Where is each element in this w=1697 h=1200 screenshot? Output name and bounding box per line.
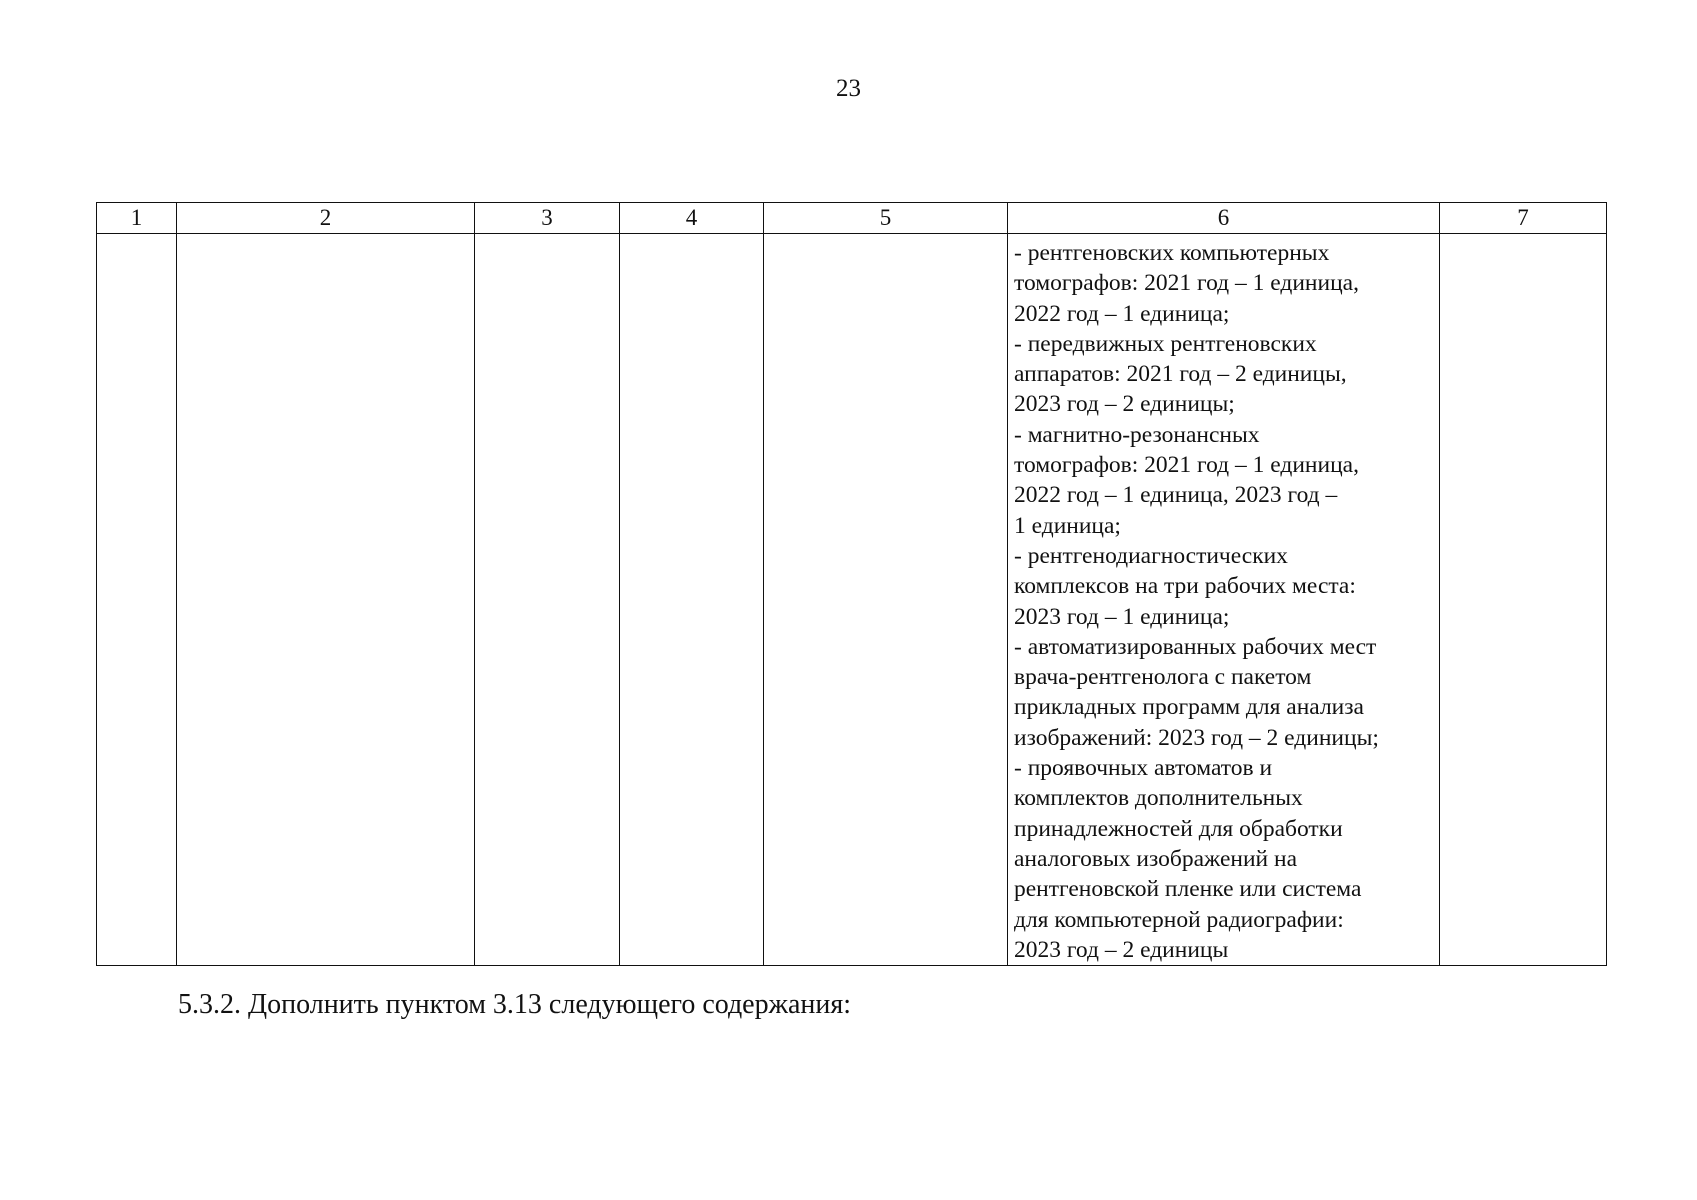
equipment-line: врача-рентгенолога с пакетом xyxy=(1014,664,1312,691)
equipment-line: рентгеновской пленке или система xyxy=(1014,876,1362,903)
equipment-line: аппаратов: 2021 год – 2 единицы, xyxy=(1014,361,1347,388)
equipment-list xyxy=(1008,234,1439,965)
equipment-line: томографов: 2021 год – 1 единица, xyxy=(1014,452,1359,479)
amendment-table xyxy=(96,202,1607,966)
table-cell-col2 xyxy=(177,234,475,966)
page-number: 23 xyxy=(836,75,861,102)
equipment-line: - автоматизированных рабочих мест xyxy=(1014,633,1377,660)
equipment-line: аналоговых изображений на xyxy=(1014,845,1298,872)
equipment-line: для компьютерной радиографии: xyxy=(1014,906,1344,933)
table-header-row xyxy=(97,203,1607,234)
equipment-line: 2023 год – 2 единицы xyxy=(1014,936,1229,963)
column-header: 2 xyxy=(177,203,475,234)
table-row xyxy=(97,234,1607,966)
table-cell-col1 xyxy=(97,234,177,966)
column-header: 5 xyxy=(764,203,1008,234)
equipment-line: - рентгенодиагностических xyxy=(1014,542,1288,569)
equipment-line: принадлежностей для обработки xyxy=(1014,815,1343,842)
equipment-line: изображений: 2023 год – 2 единицы; xyxy=(1014,724,1379,751)
equipment-line: 1 единица; xyxy=(1014,512,1121,539)
column-header: 3 xyxy=(475,203,620,234)
column-header: 7 xyxy=(1440,203,1607,234)
table-cell-col4 xyxy=(620,234,764,966)
amendment-paragraph: 5.3.2. Дополнить пунктом 3.13 следующего содержания: xyxy=(178,989,852,1020)
column-header: 1 xyxy=(97,203,177,234)
equipment-line: комплексов на три рабочих места: xyxy=(1014,573,1356,600)
equipment-line: - рентгеновских компьютерных xyxy=(1014,240,1330,266)
equipment-line: комплектов дополнительных xyxy=(1014,785,1303,812)
table-cell-col5 xyxy=(764,234,1008,966)
table-cell-col6 xyxy=(1008,234,1440,966)
equipment-line: томографов: 2021 год – 1 единица, xyxy=(1014,270,1359,297)
equipment-line: 2022 год – 1 единица, 2023 год – xyxy=(1014,482,1338,509)
equipment-line: 2023 год – 2 единицы; xyxy=(1014,391,1235,418)
column-header: 6 xyxy=(1008,203,1440,234)
table-cell-col7 xyxy=(1440,234,1607,966)
column-header: 4 xyxy=(620,203,764,234)
equipment-line: 2023 год – 1 единица; xyxy=(1014,603,1230,630)
equipment-line: 2022 год – 1 единица; xyxy=(1014,300,1230,327)
equipment-line: - магнитно-резонансных xyxy=(1014,421,1260,448)
equipment-line: прикладных программ для анализа xyxy=(1014,694,1364,721)
equipment-line: - проявочных автоматов и xyxy=(1014,755,1273,782)
table-cell-col3 xyxy=(475,234,620,966)
equipment-line: - передвижных рентгеновских xyxy=(1014,330,1317,357)
